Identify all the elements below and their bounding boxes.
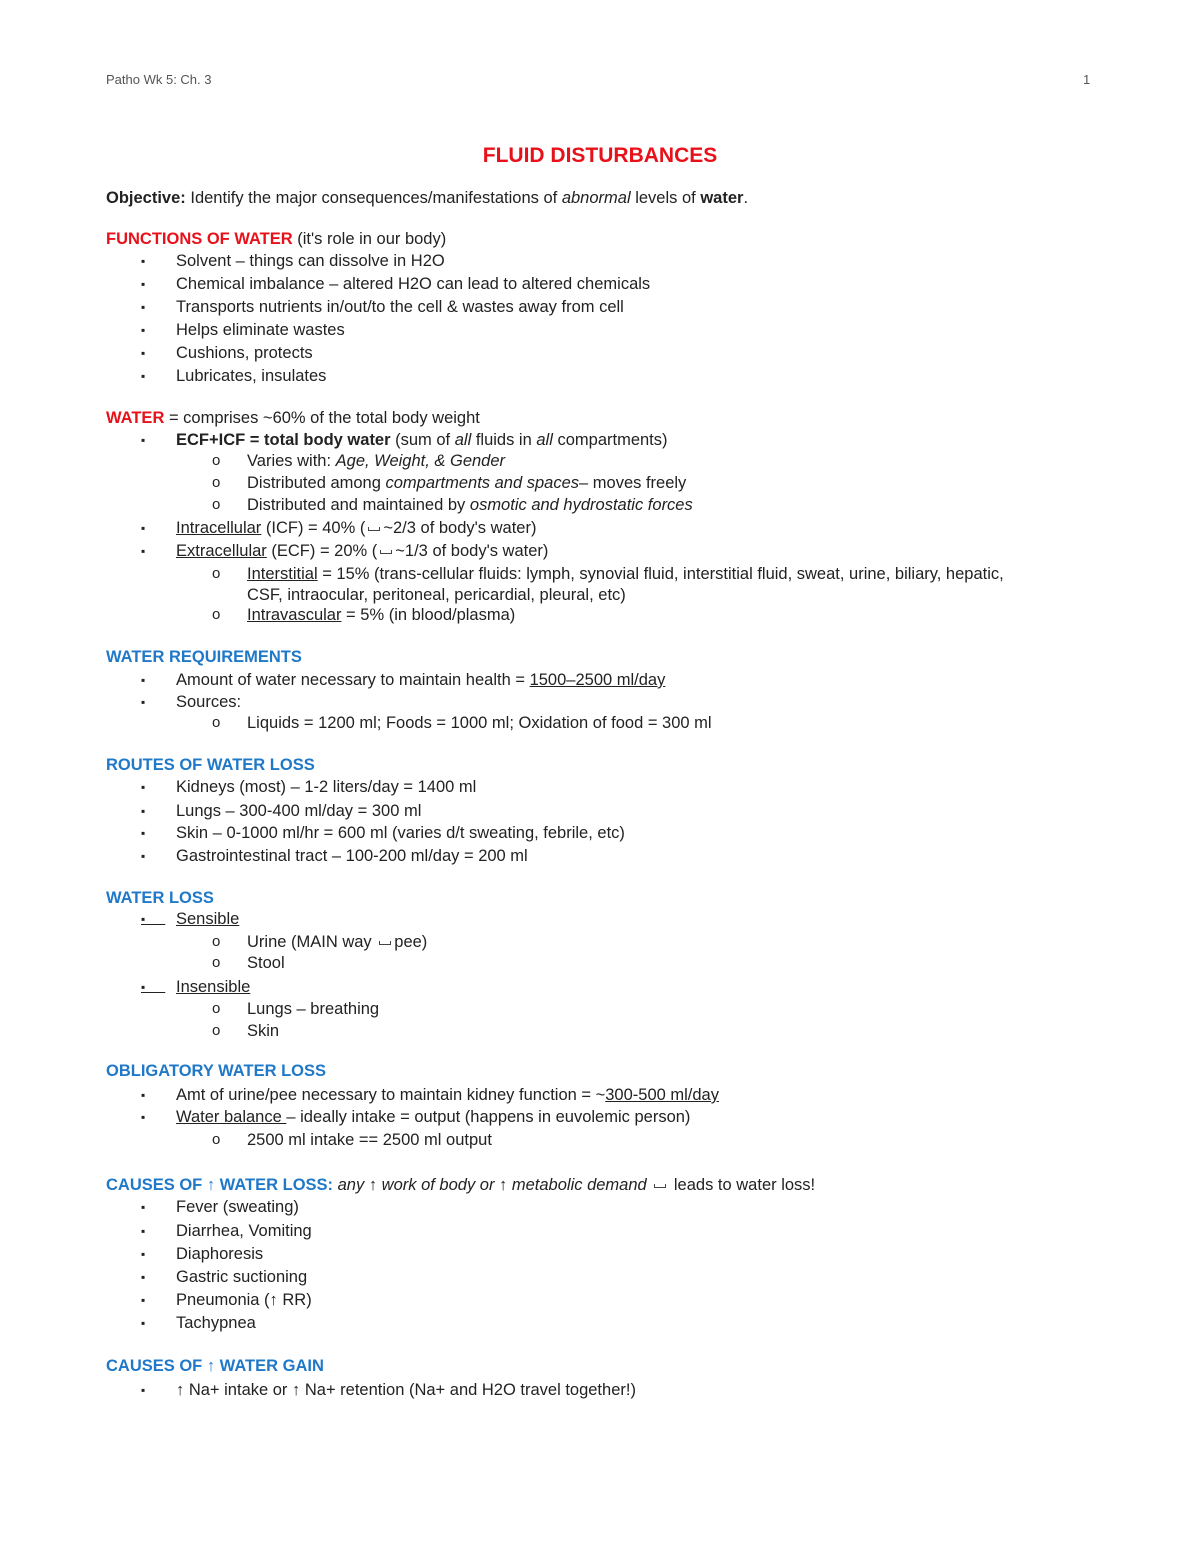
bullet-square: ▪	[141, 1110, 146, 1124]
list-item: Pneumonia (↑ RR)	[176, 1291, 312, 1309]
list-item: Liquids = 1200 ml; Foods = 1000 ml; Oxidation of food = 300 ml	[247, 714, 712, 732]
list-item-continued: CSF, intraocular, peritoneal, pericardial, pleural, etc)	[247, 586, 626, 604]
bullet-square: ▪	[141, 1293, 146, 1307]
bullet-circle: o	[212, 565, 221, 582]
bullet-square: ▪	[141, 695, 146, 709]
arrow-icon	[380, 550, 392, 554]
list-item: ↑ Na+ intake or ↑ Na+ retention (Na+ and H2O travel together!)	[176, 1381, 636, 1399]
arrow-icon	[368, 527, 380, 531]
list-item: Distributed and maintained by osmotic and hydrostatic forces	[247, 496, 693, 514]
list-item: Sources:	[176, 693, 242, 711]
bullet-circle: o	[212, 496, 221, 513]
list-item: Kidneys (most) – 1-2 liters/day = 1400 ml	[176, 778, 477, 796]
list-item: Amt of urine/pee necessary to maintain kidney function = ~300-500 ml/day	[176, 1086, 719, 1104]
page-header: Patho Wk 5: Ch. 3	[106, 72, 212, 87]
bullet-circle: o	[212, 1131, 221, 1148]
bullet-square: ▪	[141, 433, 146, 447]
bullet-square: ▪	[141, 673, 146, 687]
requirements-heading: WATER REQUIREMENTS	[106, 648, 302, 666]
list-item: Solvent – things can dissolve in H2O	[176, 252, 445, 270]
bullet-square: ▪	[141, 544, 146, 558]
list-item: Amount of water necessary to maintain health = 1500–2500 ml/day	[176, 671, 666, 689]
list-item: Extracellular (ECF) = 20% ( ~1/3 of body's water)	[176, 542, 549, 560]
list-item: 2500 ml intake == 2500 ml output	[247, 1131, 492, 1149]
bullet-square: ▪	[141, 521, 146, 535]
document-title: FLUID DISTURBANCES	[482, 144, 718, 167]
bullet-square: ▪	[141, 277, 146, 291]
bullet-square: ▪	[141, 1316, 146, 1330]
list-item: Stool	[247, 954, 285, 972]
bullet-circle: o	[212, 954, 221, 971]
bullet-square: ▪	[141, 1270, 146, 1284]
list-item: Water balance – ideally intake = output (happens in euvolemic person)	[176, 1108, 691, 1126]
list-item: Interstitial = 15% (trans-cellular fluids: lymph, synovial fluid, interstitial fluid, sweat, urine, biliary, hepatic,	[247, 565, 1004, 583]
list-item: Cushions, protects	[176, 344, 313, 362]
list-item: Diaphoresis	[176, 1245, 264, 1263]
bullet-square: ▪	[141, 780, 146, 794]
list-item: Tachypnea	[176, 1314, 256, 1332]
bullet-square: ▪	[141, 1247, 146, 1261]
bullet-square: ▪	[141, 980, 166, 994]
water-loss-heading: WATER LOSS	[106, 889, 214, 907]
list-item: Distributed among compartments and spaces– moves freely	[247, 474, 687, 492]
arrow-icon	[654, 1184, 666, 1188]
bullet-square: ▪	[141, 826, 146, 840]
bullet-square: ▪	[141, 912, 166, 926]
list-item: Lubricates, insulates	[176, 367, 327, 385]
list-item: Helps eliminate wastes	[176, 321, 345, 339]
list-item: Lungs – 300-400 ml/day = 300 ml	[176, 802, 422, 820]
page-number: 1	[1083, 72, 1091, 87]
list-item: Insensible	[176, 978, 251, 996]
bullet-circle: o	[212, 1000, 221, 1017]
routes-heading: ROUTES OF WATER LOSS	[106, 756, 315, 774]
list-item: Lungs – breathing	[247, 1000, 380, 1018]
functions-heading: FUNCTIONS OF WATER (it's role in our body)	[106, 230, 447, 248]
bullet-square: ▪	[141, 254, 146, 268]
bullet-square: ▪	[141, 300, 146, 314]
list-item: Skin – 0-1000 ml/hr = 600 ml (varies d/t sweating, febrile, etc)	[176, 824, 625, 842]
bullet-circle: o	[212, 474, 221, 491]
list-item: Varies with: Age, Weight, & Gender	[247, 452, 506, 470]
bullet-square: ▪	[141, 804, 146, 818]
bullet-circle: o	[212, 1022, 221, 1039]
bullet-square: ▪	[141, 849, 146, 863]
list-item: Intracellular (ICF) = 40% ( ~2/3 of body's water)	[176, 519, 537, 537]
bullet-square: ▪	[141, 1200, 146, 1214]
list-item: Intravascular = 5% (in blood/plasma)	[247, 606, 516, 624]
bullet-square: ▪	[141, 323, 146, 337]
arrow-icon	[379, 941, 391, 945]
list-item: Gastrointestinal tract – 100-200 ml/day = 200 ml	[176, 847, 528, 865]
bullet-circle: o	[212, 606, 221, 623]
bullet-square: ▪	[141, 369, 146, 383]
list-item: Diarrhea, Vomiting	[176, 1222, 312, 1240]
obligatory-heading: OBLIGATORY WATER LOSS	[106, 1062, 327, 1080]
bullet-square: ▪	[141, 346, 146, 360]
list-item: Chemical imbalance – altered H2O can lead to altered chemicals	[176, 275, 651, 293]
water-heading: WATER = comprises ~60% of the total body weight	[106, 409, 480, 427]
bullet-circle: o	[212, 452, 221, 469]
causes-loss-heading: CAUSES OF ↑ WATER LOSS: any ↑ work of body or ↑ metabolic demand leads to water loss!	[106, 1176, 816, 1194]
bullet-circle: o	[212, 933, 221, 950]
bullet-square: ▪	[141, 1383, 146, 1397]
list-item: Transports nutrients in/out/to the cell & wastes away from cell	[176, 298, 624, 316]
bullet-circle: o	[212, 714, 221, 731]
list-item: Skin	[247, 1022, 280, 1040]
causes-gain-heading: CAUSES OF ↑ WATER GAIN	[106, 1357, 324, 1375]
list-item: ECF+ICF = total body water (sum of all fluids in all compartments)	[176, 431, 668, 449]
list-item: Sensible	[176, 910, 240, 928]
objective-line: Objective: Identify the major consequences/manifestations of abnormal levels of water.	[106, 189, 749, 207]
bullet-square: ▪	[141, 1088, 146, 1102]
list-item: Fever (sweating)	[176, 1198, 299, 1216]
list-item: Gastric suctioning	[176, 1268, 308, 1286]
bullet-square: ▪	[141, 1224, 146, 1238]
list-item: Urine (MAIN way pee)	[247, 933, 428, 951]
